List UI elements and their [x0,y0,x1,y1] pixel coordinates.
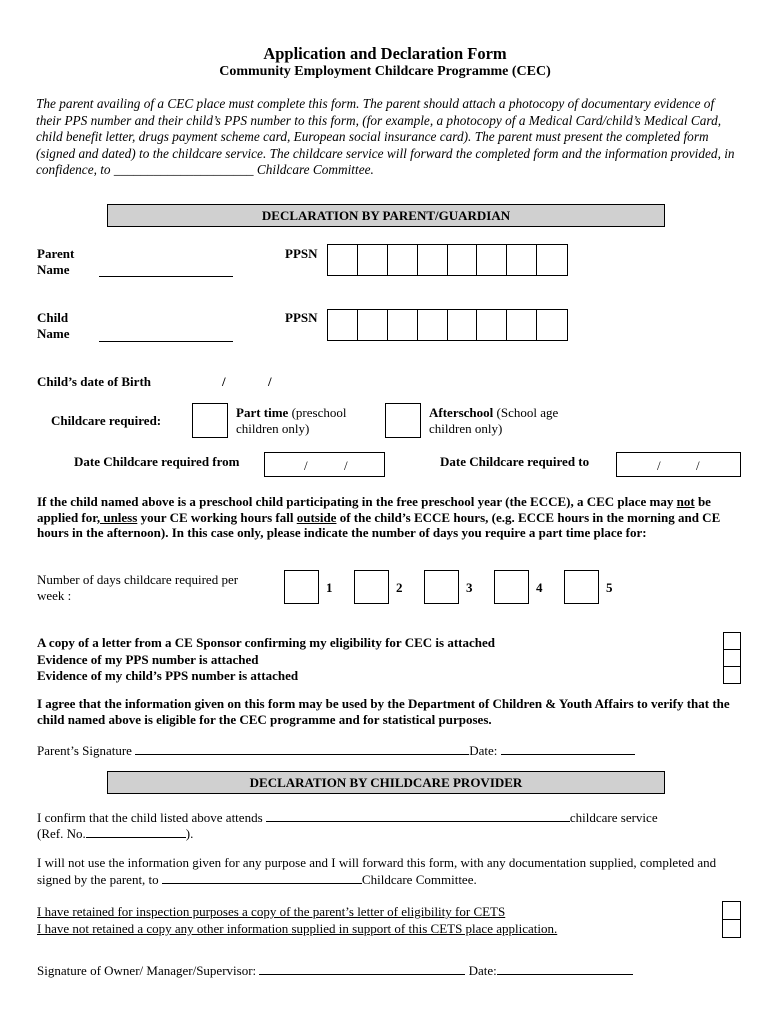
owner-date-label: Date: [468,963,497,978]
provider-forward-paragraph [37,855,737,888]
owner-signature-field[interactable] [259,962,465,975]
provider-committee-text: Childcare Committee. [361,872,477,887]
day-2-checkbox[interactable] [354,570,389,604]
form-subtitle: Community Employment Childcare Programme (CEC) [219,64,551,79]
ref-no-label: (Ref. No. [37,826,86,841]
day-5-label: 5 [606,580,613,595]
ref-no-close: ). [185,826,194,841]
dob-label: Child’s date of Birth [37,374,151,389]
parent-signature-label: Parent’s Signature [37,743,132,758]
provider-declaration-heading: DECLARATION BY CHILDCARE PROVIDER [107,771,665,794]
attachment-sponsor-letter: A copy of a letter from a CE Sponsor confirming my eligibility for CEC is attached [37,635,495,650]
parent-signature-field[interactable] [135,742,469,755]
parent-date-field[interactable] [501,742,635,755]
parent-declaration-heading: DECLARATION BY PARENT/GUARDIAN [107,204,665,227]
date-from-label: Date Childcare required from [74,454,240,469]
day-3-label: 3 [466,580,473,595]
form-title: Application and Declaration Form [263,44,507,63]
date-to-sep-1: / [657,458,661,473]
attachment-sponsor-letter-checkbox[interactable] [723,632,741,650]
intro-text: The parent availing of a CEC place must complete this form. The parent should attach a photocopy of documentary evidence of their PPS number and their child’s PPS number to this form, (for example, a photocopy of a Medical Card/child’s Medical Card, child benefit letter, drugs payment scheme card, European social insurance card). The parent must present the completed form (signed and dated) to the childcare service. The childcare service will forward the completed form and the information provided, in confidence, to [36,96,735,177]
parent-ppsn-field[interactable] [327,244,568,276]
owner-signature-row [37,962,633,979]
dob-separator-1: / [222,374,226,389]
childcare-service-field[interactable] [266,809,570,822]
parent-name-field[interactable] [99,260,233,277]
retained-letter-statement: I have retained for inspection purposes a copy of the parent’s letter of eligibility for CETS [37,904,506,919]
child-name-field[interactable] [99,325,233,342]
parent-date-label: Date: [469,743,498,758]
parent-ppsn-label: PPSN [285,246,318,261]
intro-committee-blank[interactable]: _____________________ [113,162,254,177]
part-time-label: Part time (preschool children only) [236,405,347,436]
intro-committee-text: Childcare Committee. [253,162,374,177]
days-required-label: Number of days childcare required per week : [37,572,239,603]
day-2-label: 2 [396,580,403,595]
childcare-required-label: Childcare required: [51,413,162,428]
date-to-label: Date Childcare required to [440,454,590,469]
intro-paragraph [36,96,736,179]
provider-confirm-row [37,809,658,826]
dob-separator-2: / [268,374,272,389]
attachment-parent-pps: Evidence of my PPS number is attached [37,652,259,667]
attachment-parent-pps-checkbox[interactable] [723,649,741,667]
ecce-paragraph: If the child named above is a preschool child participating in the free preschool year (the ECCE), a CEC place may not be applied for, unless your CE working hours fall outside of the child’s ECCE hours, (e.g. ECCE hours in the morning and CE hours in the afternoon). In this case only, please indicate the number of days you require a part time place for: [37,494,721,541]
agree-statement: I agree that the information given on this form may be used by the Department of Children & Youth Affairs to verify that the child named above is eligible for the CEC programme and for statistical purposes. [37,696,730,727]
date-from-sep-2: / [344,458,348,473]
child-name-label: Child Name [37,310,70,341]
part-time-checkbox[interactable] [192,403,228,438]
day-3-checkbox[interactable] [424,570,459,604]
retained-letter-checkbox[interactable] [722,901,741,920]
date-to-field[interactable] [616,452,741,477]
provider-service-text: childcare service [569,810,658,825]
owner-date-field[interactable] [497,962,633,975]
afterschool-label: Afterschool (School age children only) [429,405,559,436]
attachment-child-pps: Evidence of my child’s PPS number is attached [37,668,299,683]
not-retained-checkbox[interactable] [722,919,741,938]
date-from-field[interactable] [264,452,385,477]
committee-field[interactable] [162,871,362,884]
provider-confirm-text: I confirm that the child listed above attends [37,810,263,825]
parent-name-label: Parent Name [37,246,75,277]
day-5-checkbox[interactable] [564,570,599,604]
afterschool-checkbox[interactable] [385,403,421,438]
owner-signature-label: Signature of Owner/ Manager/Supervisor: [37,963,257,978]
provider-forward-text: I will not use the information given for any purpose and I will forward this form, with any documentation supplied, completed and signed by the parent, to [37,855,717,887]
date-from-sep-1: / [304,458,308,473]
ref-no-field[interactable] [86,825,186,838]
child-ppsn-label: PPSN [285,310,318,325]
provider-ref-row [37,825,193,842]
day-1-checkbox[interactable] [284,570,319,604]
parent-signature-row [37,742,635,759]
day-4-label: 4 [536,580,543,595]
date-to-sep-2: / [696,458,700,473]
child-ppsn-field[interactable] [327,309,568,341]
attachment-child-pps-checkbox[interactable] [723,666,741,684]
day-4-checkbox[interactable] [494,570,529,604]
not-retained-statement: I have not retained a copy any other information supplied in support of this CETS place application. [37,921,558,936]
day-1-label: 1 [326,580,333,595]
